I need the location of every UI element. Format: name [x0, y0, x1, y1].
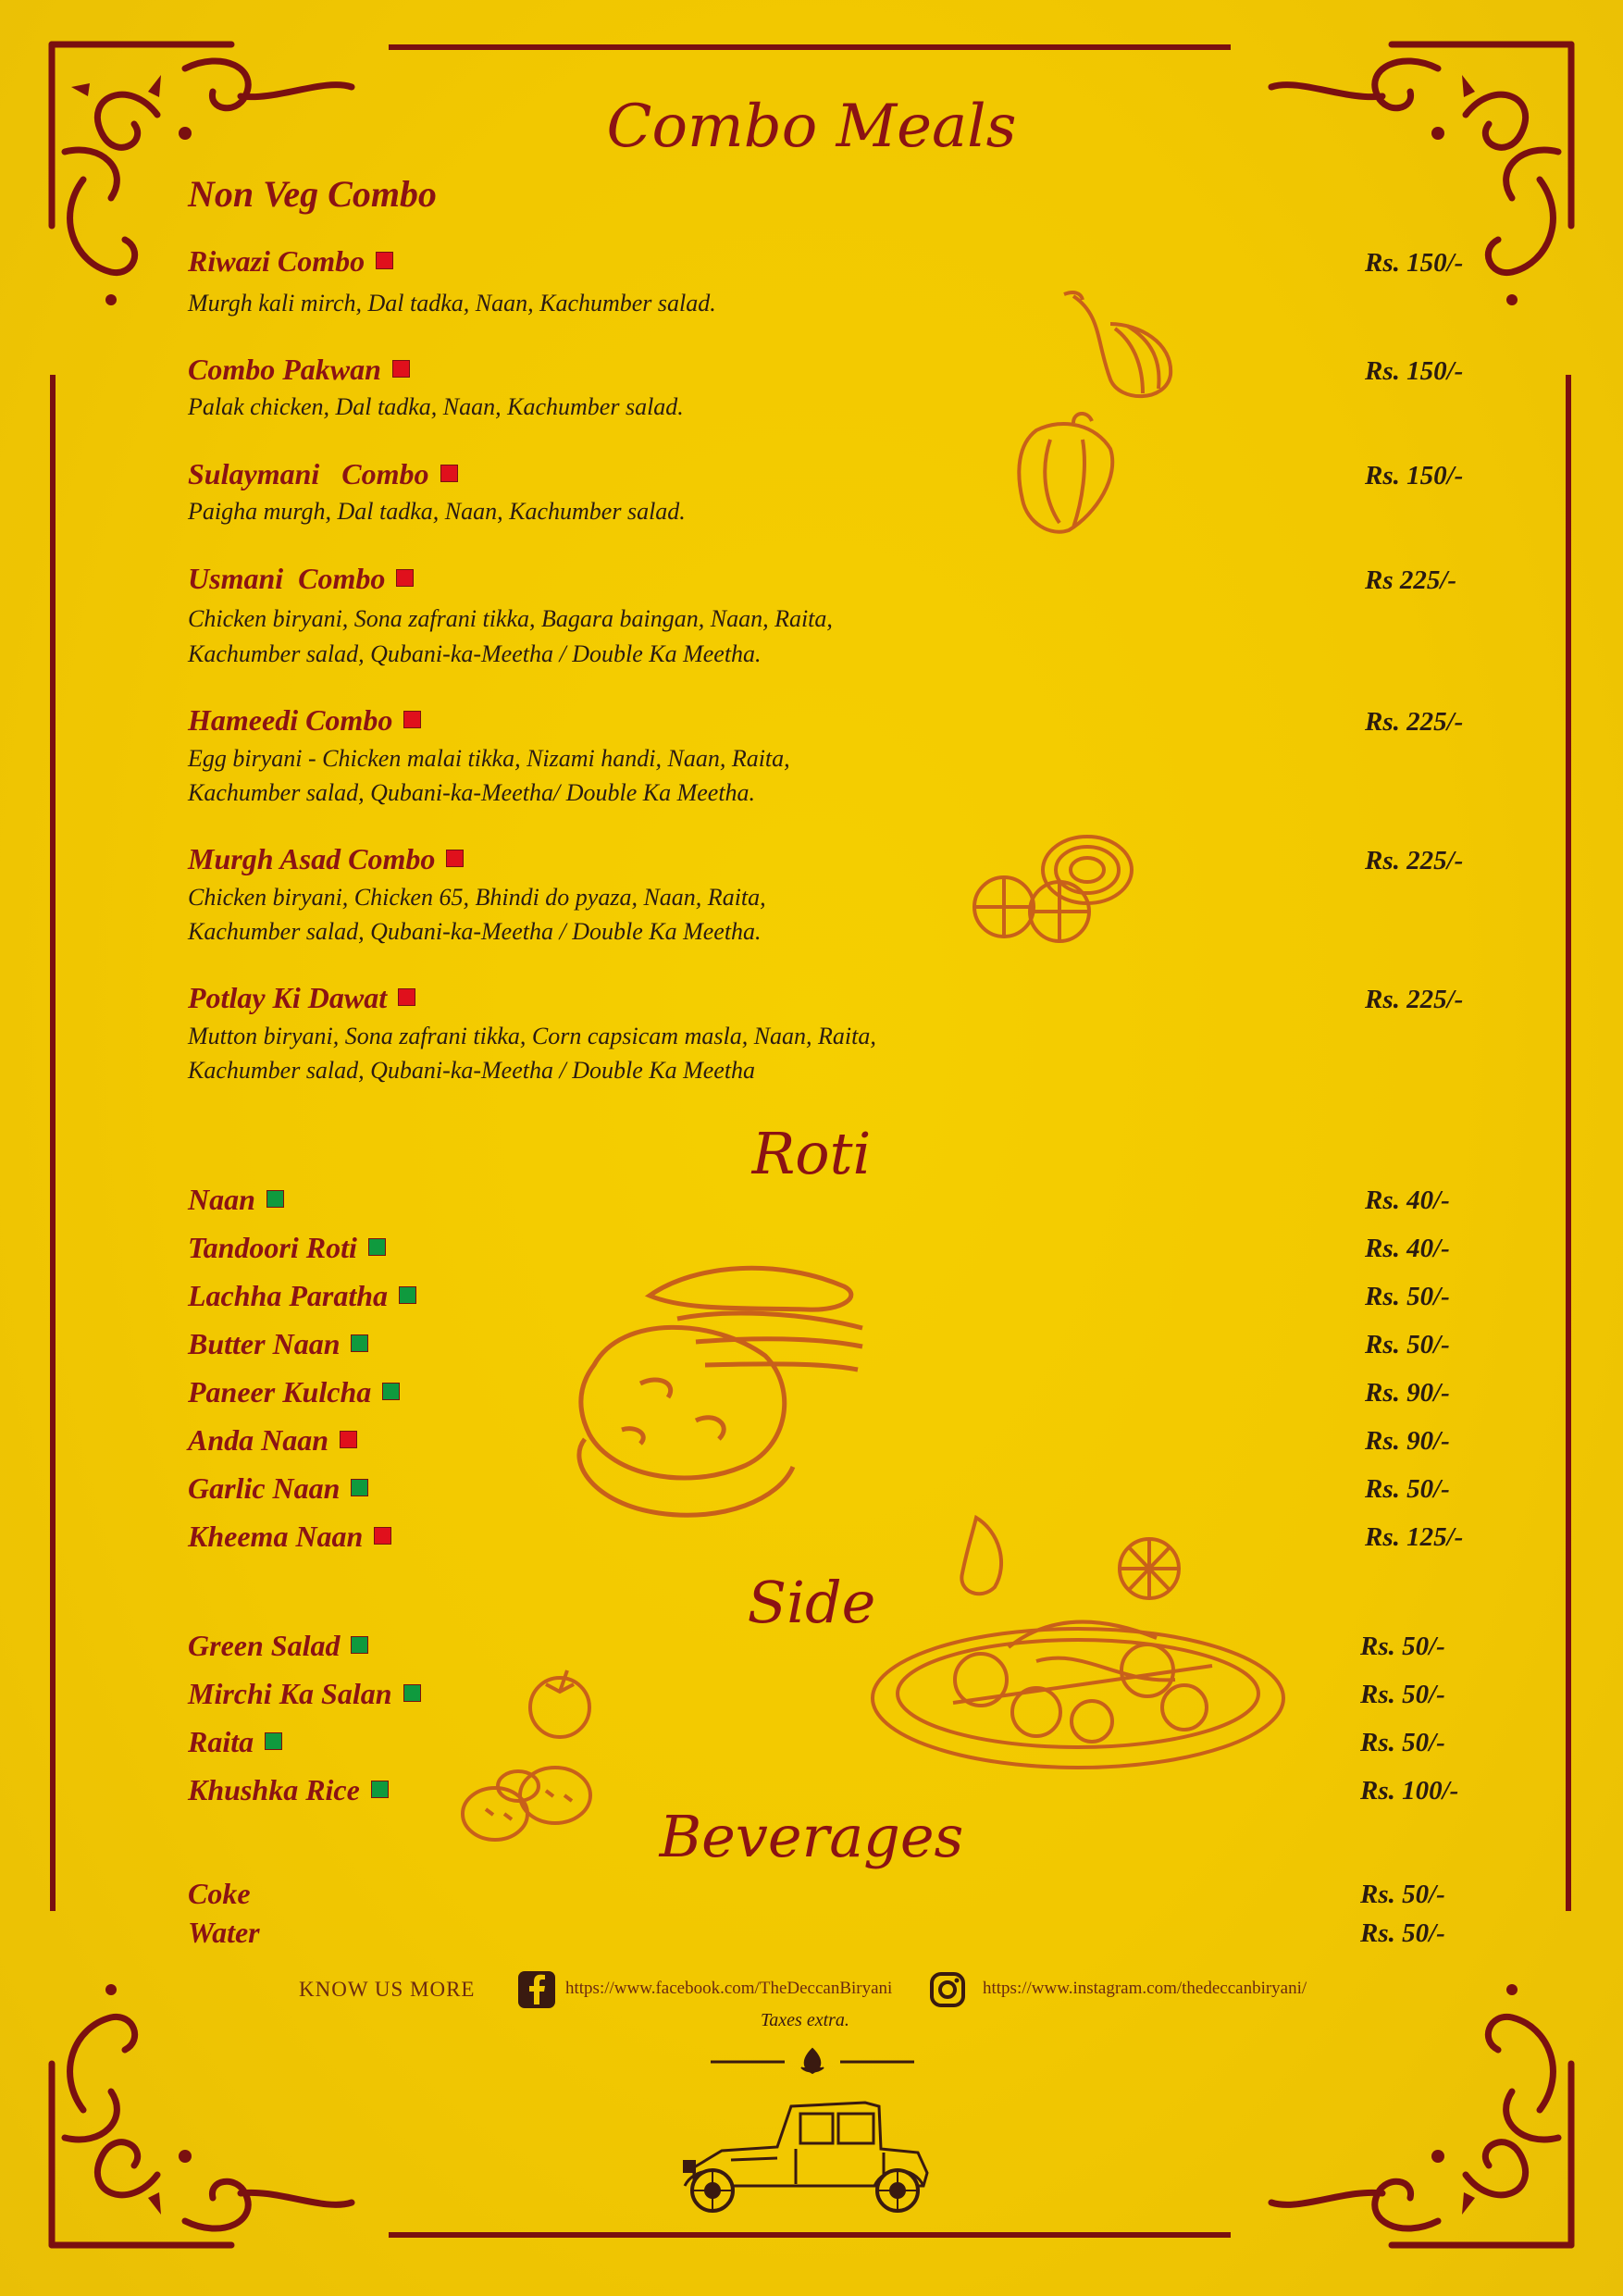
leaf-divider	[711, 2043, 914, 2080]
side-price: Rs. 100/-	[1360, 1776, 1459, 1806]
roti-name: Anda Naan	[188, 1423, 357, 1458]
cucumber-slices-sketch	[453, 1758, 601, 1851]
side-price: Rs. 50/-	[1360, 1680, 1445, 1709]
combo-price: Rs 225/-	[1365, 565, 1457, 595]
beverage-name: Water	[188, 1916, 260, 1949]
combo-description: Murgh kali mirch, Dal tadka, Naan, Kachumber salad.	[188, 290, 716, 316]
combo-name: Riwazi Combo	[188, 244, 393, 279]
veg-icon	[266, 1190, 284, 1208]
veg-icon	[351, 1479, 368, 1496]
non-veg-icon	[392, 360, 410, 378]
roti-name: Tandoori Roti	[188, 1231, 386, 1265]
corner-ornament-top-right	[1225, 41, 1577, 337]
onion-sketch	[1055, 287, 1184, 407]
combo-name: Sulaymani Combo	[188, 457, 458, 491]
side-name: Mirchi Ka Salan	[188, 1677, 421, 1711]
combo-price: Rs. 225/-	[1365, 985, 1464, 1014]
non-veg-icon	[376, 252, 393, 269]
veg-icon	[403, 1684, 421, 1702]
veg-icon	[351, 1636, 368, 1654]
combo-name: Usmani Combo	[188, 562, 414, 596]
beverage-name: Coke	[188, 1877, 251, 1910]
veg-icon	[351, 1334, 368, 1352]
roti-price: Rs. 125/-	[1365, 1522, 1464, 1552]
roti-name: Lachha Paratha	[188, 1279, 416, 1313]
combo-meals-heading: Combo Meals	[606, 93, 1017, 161]
veg-icon	[265, 1732, 282, 1750]
combo-description: Egg biryani - Chicken malai tikka, Nizami handi, Naan, Raita,	[188, 745, 790, 772]
combo-name: Murgh Asad Combo	[188, 842, 464, 876]
facebook-icon[interactable]	[518, 1971, 555, 2008]
roti-name: Garlic Naan	[188, 1471, 368, 1506]
non-veg-combo-title: Non Veg Combo	[188, 173, 437, 215]
non-veg-icon	[396, 569, 414, 587]
combo-price: Rs. 150/-	[1365, 356, 1464, 386]
frame-bottom-line	[389, 2232, 1231, 2238]
combo-price: Rs. 225/-	[1365, 846, 1464, 875]
roti-price: Rs. 40/-	[1365, 1185, 1450, 1215]
frame-top-line	[389, 44, 1231, 50]
side-name: Raita	[188, 1725, 282, 1759]
veg-icon	[368, 1238, 386, 1256]
veg-icon	[382, 1383, 400, 1400]
side-heading: Side	[747, 1569, 876, 1636]
combo-description: Palak chicken, Dal tadka, Naan, Kachumber salad.	[188, 393, 684, 420]
tomato-sketch	[523, 1666, 597, 1740]
roti-price: Rs. 40/-	[1365, 1234, 1450, 1263]
know-us-more-label: KNOW US MORE	[299, 1978, 476, 2001]
combo-description: Mutton biryani, Sona zafrani tikka, Corn capsicam masla, Naan, Raita,	[188, 1023, 876, 1049]
instagram-icon[interactable]	[929, 1971, 966, 2008]
side-price: Rs. 50/-	[1360, 1728, 1445, 1757]
combo-price: Rs. 225/-	[1365, 707, 1464, 737]
roti-heading: Roti	[751, 1120, 872, 1187]
salad-plate-sketch	[870, 1499, 1286, 1777]
combo-description: Kachumber salad, Qubani-ka-Meetha/ Double Ka Meetha.	[188, 779, 756, 806]
facebook-link[interactable]: https://www.facebook.com/TheDeccanBiryani	[565, 1979, 893, 1998]
roti-name: Naan	[188, 1183, 284, 1217]
side-name: Khushka Rice	[188, 1773, 389, 1807]
veg-icon	[399, 1286, 416, 1304]
onion-slices-sketch	[967, 828, 1138, 944]
side-price: Rs. 50/-	[1360, 1632, 1445, 1661]
beverage-price: Rs. 50/-	[1360, 1880, 1445, 1909]
beverage-price: Rs. 50/-	[1360, 1918, 1445, 1948]
naan-stack-sketch	[566, 1254, 872, 1518]
non-veg-icon	[374, 1527, 391, 1545]
roti-price: Rs. 50/-	[1365, 1282, 1450, 1311]
roti-price: Rs. 50/-	[1365, 1474, 1450, 1504]
combo-name: Potlay Ki Dawat	[188, 981, 415, 1015]
leaf-icon	[801, 2049, 824, 2073]
beverages-heading: Beverages	[659, 1803, 964, 1870]
veg-icon	[371, 1781, 389, 1798]
non-veg-icon	[340, 1431, 357, 1448]
combo-description: Chicken biryani, Sona zafrani tikka, Bagara baingan, Naan, Raita,	[188, 605, 833, 632]
combo-name: Hameedi Combo	[188, 703, 421, 738]
non-veg-icon	[398, 988, 415, 1006]
instagram-link[interactable]: https://www.instagram.com/thedeccanbiryani/	[983, 1979, 1307, 1998]
roti-name: Kheema Naan	[188, 1520, 391, 1554]
combo-description: Kachumber salad, Qubani-ka-Meetha / Double Ka Meetha.	[188, 640, 762, 667]
taxes-note: Taxes extra.	[761, 2010, 849, 2030]
vintage-car-icon	[675, 2093, 944, 2214]
combo-description: Paigha murgh, Dal tadka, Naan, Kachumber salad.	[188, 498, 686, 525]
non-veg-icon	[446, 850, 464, 867]
combo-description: Kachumber salad, Qubani-ka-Meetha / Double Ka Meetha.	[188, 918, 762, 945]
combo-name: Combo Pakwan	[188, 353, 410, 387]
side-name: Green Salad	[188, 1629, 368, 1663]
combo-description: Kachumber salad, Qubani-ka-Meetha / Double Ka Meetha	[188, 1057, 756, 1084]
roti-price: Rs. 90/-	[1365, 1426, 1450, 1456]
roti-name: Butter Naan	[188, 1327, 368, 1361]
roti-price: Rs. 90/-	[1365, 1378, 1450, 1408]
combo-price: Rs. 150/-	[1365, 461, 1464, 490]
combo-price: Rs. 150/-	[1365, 248, 1464, 278]
combo-description: Chicken biryani, Chicken 65, Bhindi do pyaza, Naan, Raita,	[188, 884, 766, 911]
bell-pepper-sketch	[1009, 412, 1129, 537]
roti-price: Rs. 50/-	[1365, 1330, 1450, 1359]
non-veg-icon	[403, 711, 421, 728]
non-veg-icon	[440, 465, 458, 482]
roti-name: Paneer Kulcha	[188, 1375, 400, 1409]
